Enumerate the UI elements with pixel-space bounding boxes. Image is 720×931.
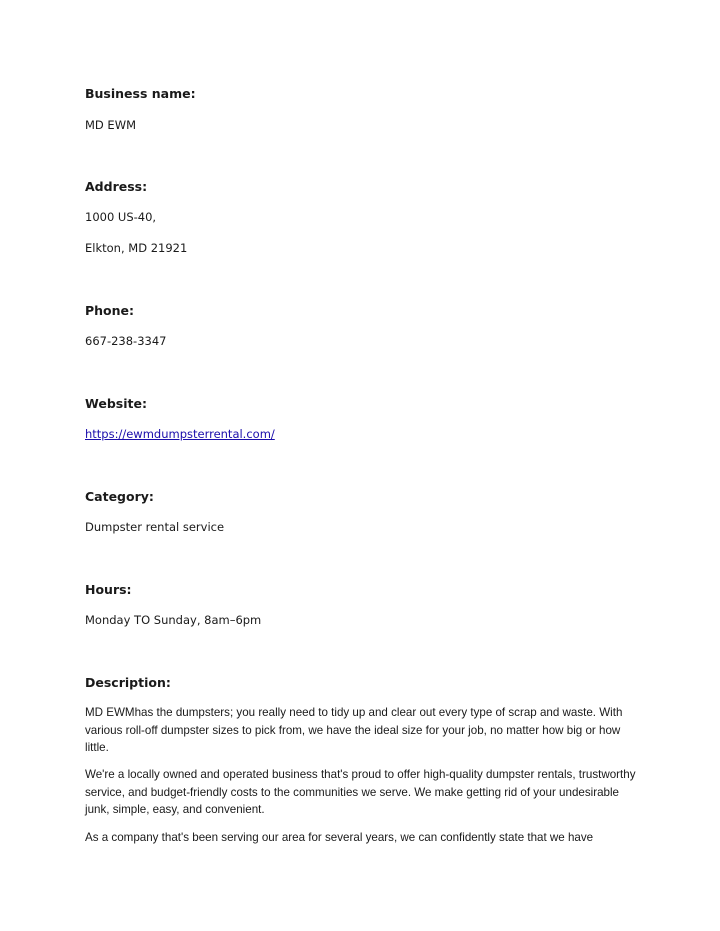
description-paragraph: As a company that's been serving our area for several years, we can confidently state that we have [85, 831, 594, 844]
website-link[interactable]: https://ewmdumpsterrental.com/ [85, 427, 275, 441]
description-paragraph: MD EWMhas the dumpsters; you really need to tidy up and clear out every type of scrap and waste. With various roll-off dumpster sizes to pick from, we have the ideal size for your job, no matter how big or how little. [85, 706, 623, 754]
business-name-label: Business name: [85, 86, 196, 101]
hours-value: Monday TO Sunday, 8am–6pm [85, 613, 262, 627]
hours-label: Hours: [85, 582, 132, 597]
address-line1: 1000 US-40, [85, 210, 157, 224]
description-paragraph: We're a locally owned and operated business that's proud to offer high-quality dumpster rentals, trustworthy service, and budget-friendly costs to the communities we serve. We make getting rid of your undesirable junk, simple, easy, and convenient. [85, 768, 636, 816]
category-value: Dumpster rental service [85, 520, 225, 534]
phone-value: 667-238-3347 [85, 334, 167, 348]
address-line2: Elkton, MD 21921 [85, 241, 188, 255]
business-name-value: MD EWM [85, 118, 136, 132]
description-label: Description: [85, 675, 171, 690]
website-value [85, 427, 275, 442]
address-label: Address: [85, 179, 148, 194]
phone-label: Phone: [85, 303, 135, 318]
website-label: Website: [85, 396, 147, 411]
category-label: Category: [85, 489, 154, 504]
